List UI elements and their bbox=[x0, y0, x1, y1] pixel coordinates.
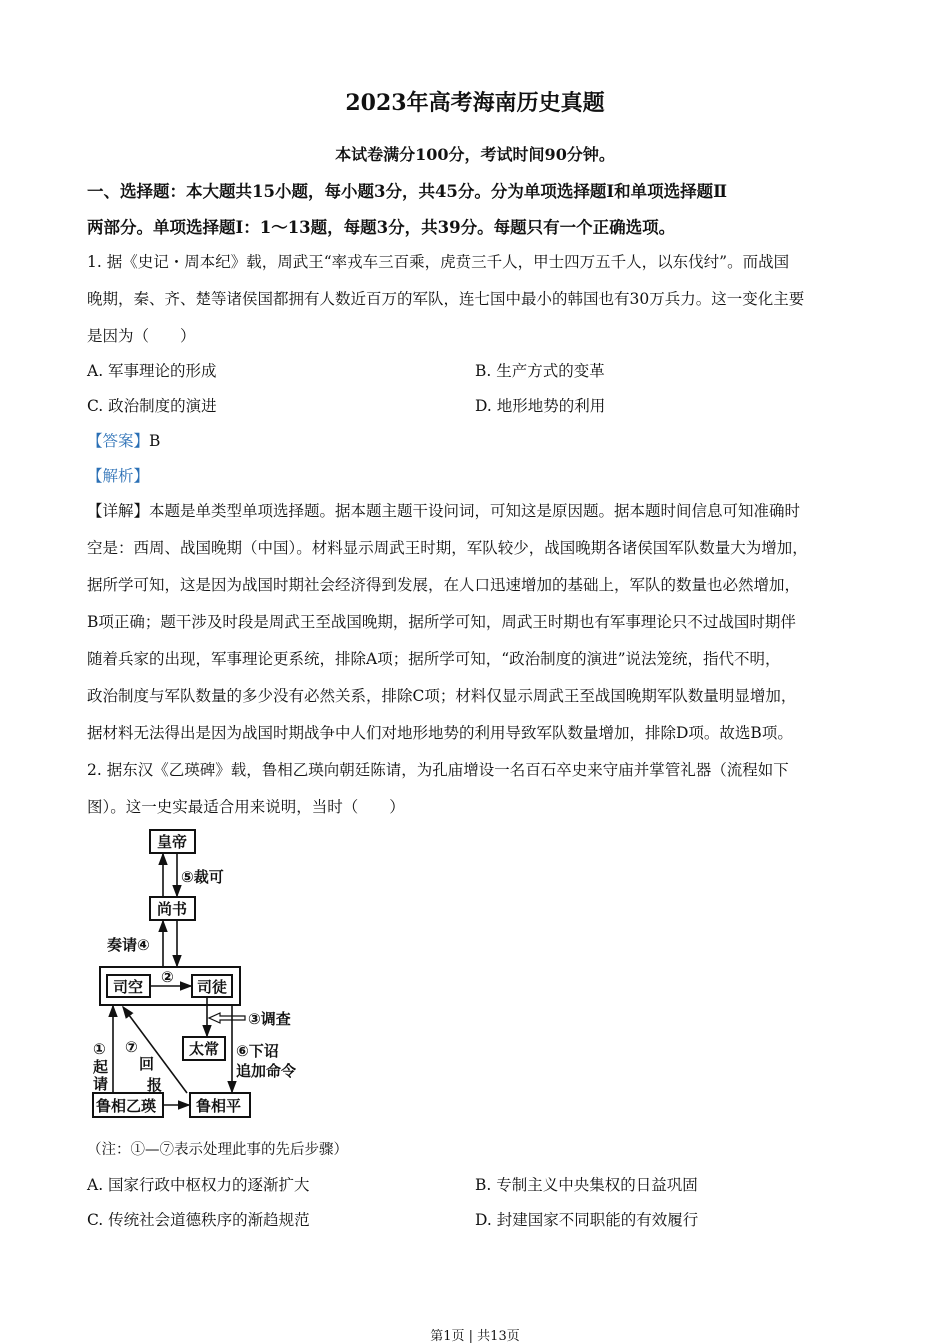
label-yiying: 鲁相乙瑛 bbox=[96, 1097, 157, 1115]
step-2-label: ② bbox=[161, 968, 174, 986]
q1-detail-line: B项正确；题干涉及时段是周武王至战国晚期，据所学可知，周武王时期也有军事理论只不过战国时期伴 bbox=[87, 613, 796, 631]
q2-option-a: A. 国家行政中枢权力的逐渐扩大 bbox=[87, 1176, 310, 1194]
answer-value: B bbox=[149, 432, 161, 450]
q1-detail-line: 据材料无法得出是因为战国时期战争中人们对地形地势的利用导致军队数量增加，排除D项。故选B项。 bbox=[87, 724, 793, 742]
q1-stem-line: 1. 据《史记・周本纪》载，周武王“率戎车三百乘，虎贲三千人，甲士四万五千人，以东伐纣”。而战国 bbox=[87, 253, 790, 271]
q1-detail-line: 据所学可知，这是因为战国时期社会经济得到发展，在人口迅速增加的基础上，军队的数量也必然增加， bbox=[87, 576, 801, 594]
step-1-label: ① bbox=[93, 1040, 106, 1058]
q1-stem-line: 是因为（ ） bbox=[87, 327, 196, 345]
page-footer: 第1页 | 共13页 bbox=[430, 1329, 520, 1344]
section-heading-line-2: 两部分。单项选择题Ⅰ：1～13题，每题3分，共39分。每题只有一个正确选项。 bbox=[87, 218, 676, 237]
label-taichang: 太常 bbox=[189, 1040, 220, 1058]
q1-option-a: A. 军事理论的形成 bbox=[87, 362, 217, 380]
q2-stem-line: 图）。这一史实最适合用来说明，当时（ ） bbox=[87, 798, 405, 816]
label-ping: 鲁相平 bbox=[196, 1097, 242, 1115]
q2-option-c: C. 传统社会道德秩序的渐趋规范 bbox=[87, 1211, 310, 1229]
q1-detail-line: 空是：西周、战国晚期（中国）。材料显示周武王时期，军队较少，战国晚期各诸侯国军队数量大为增加， bbox=[87, 539, 808, 557]
step-5-label: ⑤裁可 bbox=[181, 868, 224, 886]
step-6-label: ⑥下诏 bbox=[236, 1042, 279, 1060]
label-emperor: 皇帝 bbox=[157, 833, 188, 851]
q2-option-b: B. 专制主义中央集权的日益巩固 bbox=[475, 1176, 698, 1194]
q2-stem-line: 2. 据东汉《乙瑛碑》载，鲁相乙瑛向朝廷陈请，为孔庙增设一名百石卒史来守庙并掌管礼器（流程如下 bbox=[87, 761, 789, 779]
section-heading-line-1: 一、选择题：本大题共15小题，每小题3分，共45分。分为单项选择题Ⅰ和单项选择题Ⅱ bbox=[87, 182, 728, 201]
label-situ: 司徒 bbox=[197, 978, 228, 996]
exam-info: 本试卷满分100分，考试时间90分钟。 bbox=[335, 145, 615, 164]
label-shangshu: 尚书 bbox=[157, 900, 188, 918]
q1-answer bbox=[87, 429, 160, 451]
q1-option-d: D. 地形地势的利用 bbox=[475, 397, 606, 415]
process-flow-diagram bbox=[85, 820, 325, 1130]
q1-stem-line: 晚期，秦、齐、楚等诸侯国都拥有人数近百万的军队，连七国中最小的韩国也有30万兵力。这一变化主要 bbox=[87, 290, 805, 308]
q2-option-d: D. 封建国家不同职能的有效履行 bbox=[475, 1211, 699, 1229]
step-7-char: 报 bbox=[147, 1076, 163, 1094]
step-1-char: 起 bbox=[93, 1058, 109, 1076]
step-4-label: 奏请④ bbox=[107, 936, 150, 954]
step-6-detail: 追加命令 bbox=[236, 1062, 297, 1080]
q1-detail-line: 政治制度与军队数量的多少没有必然关系，排除C项；材料仅显示周武王至战国晚期军队数量明显增加， bbox=[87, 687, 797, 705]
step-1-char: 请 bbox=[93, 1075, 109, 1093]
q1-detail-line: 随着兵家的出现，军事理论更系统，排除A项；据所学可知，“政治制度的演进”说法笼统，指代不明， bbox=[87, 650, 781, 668]
q1-option-b: B. 生产方式的变革 bbox=[475, 362, 605, 380]
page-title: 2023年高考海南历史真题 bbox=[345, 90, 605, 116]
label-sikong: 司空 bbox=[113, 978, 144, 996]
step-3-label: ③调查 bbox=[248, 1010, 291, 1028]
q1-detail-line: 【详解】本题是单类型单项选择题。据本题主题干设问词，可知这是原因题。据本题时间信息可知准确时 bbox=[87, 502, 801, 520]
step-7-label: ⑦ bbox=[125, 1038, 138, 1056]
step-7-char: 回 bbox=[139, 1055, 155, 1073]
analysis-label: 【解析】 bbox=[87, 467, 150, 485]
diagram-note: （注：①—⑦表示处理此事的先后步骤） bbox=[87, 1142, 348, 1158]
answer-label: 【答案】 bbox=[87, 432, 150, 450]
q1-option-c: C. 政治制度的演进 bbox=[87, 397, 217, 415]
